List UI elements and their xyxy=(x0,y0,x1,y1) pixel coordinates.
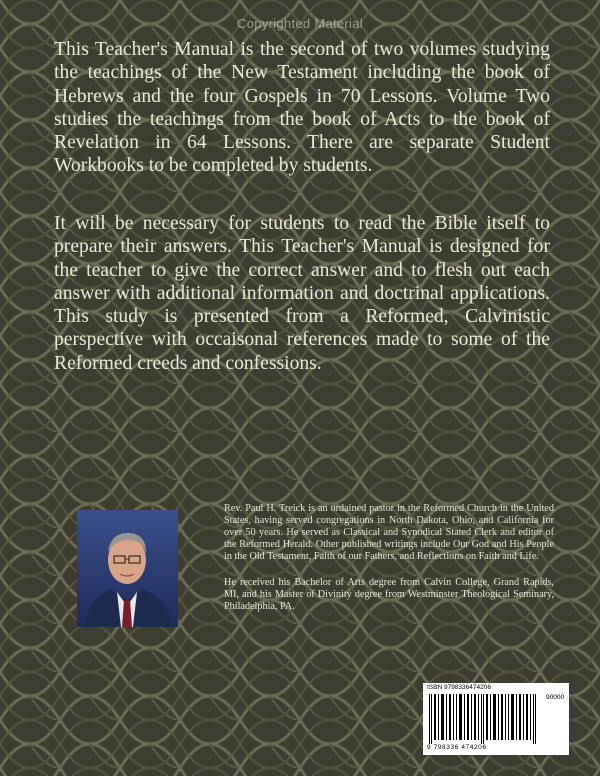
barcode-digits: 9 798336 474206 xyxy=(427,744,487,751)
author-photo xyxy=(77,510,178,627)
barcode-box xyxy=(423,683,569,755)
author-bio-2: He received his Bachelor of Arts degree from Calvin College, Grand Rapids, MI, and his Master of Divinity degree from Westminster Theological Seminary, Philadelphia, PA. xyxy=(224,577,554,613)
description-paragraph-2: It will be necessary for students to read the Bible itself to prepare their answers. This Teacher's Manual is designed for the teacher to give the correct answer and to flesh out each answer with additional information and doctrinal applications. This study is presented from a Reformed, Calvinistic perspective with occaisonal references made to some of the Reformed creeds and confessions. xyxy=(54,213,550,374)
barcode-bars xyxy=(429,694,541,744)
author-bio-1: Rev. Paul H. Treick is an ordained pastor in the Reformed Church in the United States, having served congregations in North Dakota, Ohio, and California for over 50 years. He served as Classical and Synodical Stated Clerk and editor of the Reformed Herald. Other published writings include Our God and His People in the Old Testament, Faith of our Fathers, and Reflections on Faith and Life. xyxy=(224,503,554,563)
description-paragraph-1: This Teacher's Manual is the second of two volumes studying the teachings of the New Testament including the book of Hebrews and the four Gospels in 70 Lessons. Volume Two studies the teachings from the book of Acts to the book of Revelation in 64 Lessons. There are separate Student Workbooks to be completed by students. xyxy=(54,39,550,177)
price-code: 90000 xyxy=(546,694,565,701)
watermark: Copyrighted Material xyxy=(237,16,363,31)
isbn-label: ISBN 9798336474206 xyxy=(427,684,491,691)
